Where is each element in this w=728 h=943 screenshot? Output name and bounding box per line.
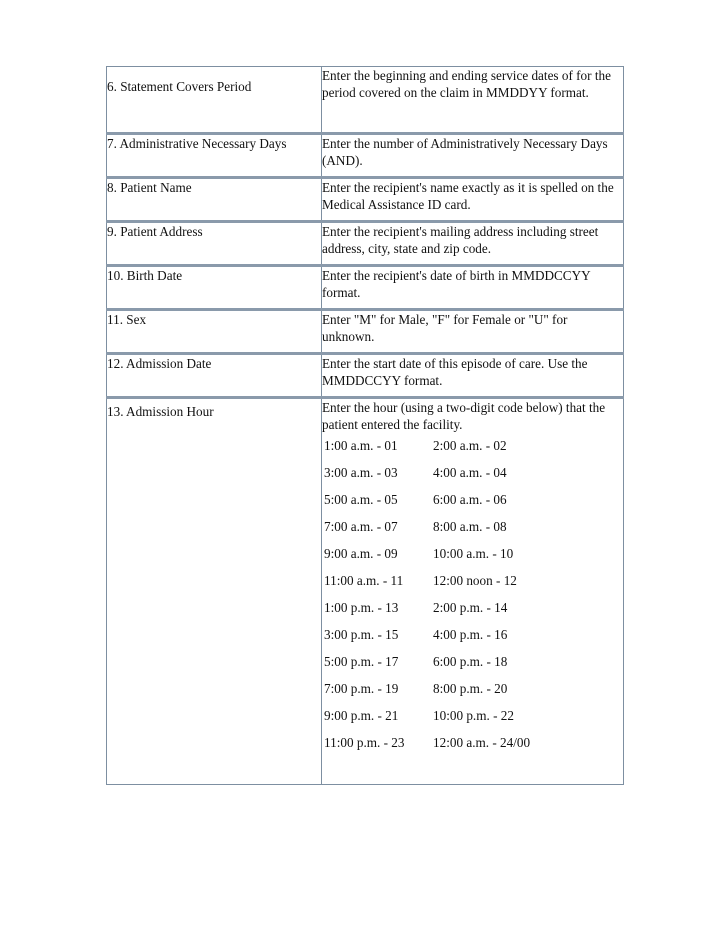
field-description: Enter the recipient's date of birth in MMDDCCYY format. xyxy=(322,266,624,310)
table-row xyxy=(107,178,624,222)
hour-code: 5:00 p.m. - 17 xyxy=(324,654,399,669)
admission-hour-code-list xyxy=(322,437,623,761)
table-row xyxy=(107,222,624,266)
hour-code: 4:00 p.m. - 16 xyxy=(433,627,508,642)
hour-code: 12:00 a.m. - 24/00 xyxy=(433,735,531,750)
table-row xyxy=(107,354,624,398)
hour-code: 9:00 a.m. - 09 xyxy=(324,546,398,561)
hour-code: 3:00 p.m. - 15 xyxy=(324,627,399,642)
field-label: 13. Admission Hour xyxy=(107,398,322,785)
field-description: Enter the start date of this episode of care. Use the MMDDCCYY format. xyxy=(322,354,624,398)
hour-code: 7:00 p.m. - 19 xyxy=(324,681,399,696)
hour-code: 10:00 p.m. - 22 xyxy=(433,708,514,723)
claim-field-instructions-table xyxy=(106,66,624,785)
field-description-with-hour-codes xyxy=(322,398,624,785)
field-description: Enter the beginning and ending service dates of for the period covered on the claim in MMDDYY format. xyxy=(322,67,624,134)
field-description: Enter "M" for Male, "F" for Female or "U" for unknown. xyxy=(322,310,624,354)
hour-code: 11:00 p.m. - 23 xyxy=(324,735,405,750)
hour-code: 8:00 a.m. - 08 xyxy=(433,519,507,534)
hour-code: 6:00 a.m. - 06 xyxy=(433,492,507,507)
hour-code: 8:00 p.m. - 20 xyxy=(433,681,508,696)
field-label: 7. Administrative Necessary Days xyxy=(107,134,322,178)
table-row xyxy=(107,398,624,785)
hour-code: 10:00 a.m. - 10 xyxy=(433,546,514,561)
table-row xyxy=(107,67,624,134)
hour-code: 5:00 a.m. - 05 xyxy=(324,492,398,507)
hour-code: 6:00 p.m. - 18 xyxy=(433,654,508,669)
hour-code: 1:00 a.m. - 01 xyxy=(324,438,398,453)
hour-code: 7:00 a.m. - 07 xyxy=(324,519,398,534)
field-description: Enter the number of Administratively Necessary Days (AND). xyxy=(322,134,624,178)
field-description: Enter the hour (using a two-digit code below) that the patient entered the facility. xyxy=(322,400,606,432)
hour-code: 11:00 a.m. - 11 xyxy=(324,573,404,588)
field-label: 12. Admission Date xyxy=(107,354,322,398)
hour-code: 4:00 a.m. - 04 xyxy=(433,465,507,480)
field-label: 6. Statement Covers Period xyxy=(107,67,322,134)
hour-code: 12:00 noon - 12 xyxy=(433,573,517,588)
field-description: Enter the recipient's mailing address including street address, city, state and zip code. xyxy=(322,222,624,266)
hour-code: 9:00 p.m. - 21 xyxy=(324,708,399,723)
hour-code: 3:00 a.m. - 03 xyxy=(324,465,398,480)
table-row xyxy=(107,134,624,178)
field-label: 10. Birth Date xyxy=(107,266,322,310)
field-label: 8. Patient Name xyxy=(107,178,322,222)
hour-code: 2:00 p.m. - 14 xyxy=(433,600,508,615)
table-row xyxy=(107,266,624,310)
field-description: Enter the recipient's name exactly as it is spelled on the Medical Assistance ID card. xyxy=(322,178,624,222)
hour-code: 2:00 a.m. - 02 xyxy=(433,438,507,453)
hour-code: 1:00 p.m. - 13 xyxy=(324,600,399,615)
field-label: 11. Sex xyxy=(107,310,322,354)
table-row xyxy=(107,310,624,354)
field-label: 9. Patient Address xyxy=(107,222,322,266)
